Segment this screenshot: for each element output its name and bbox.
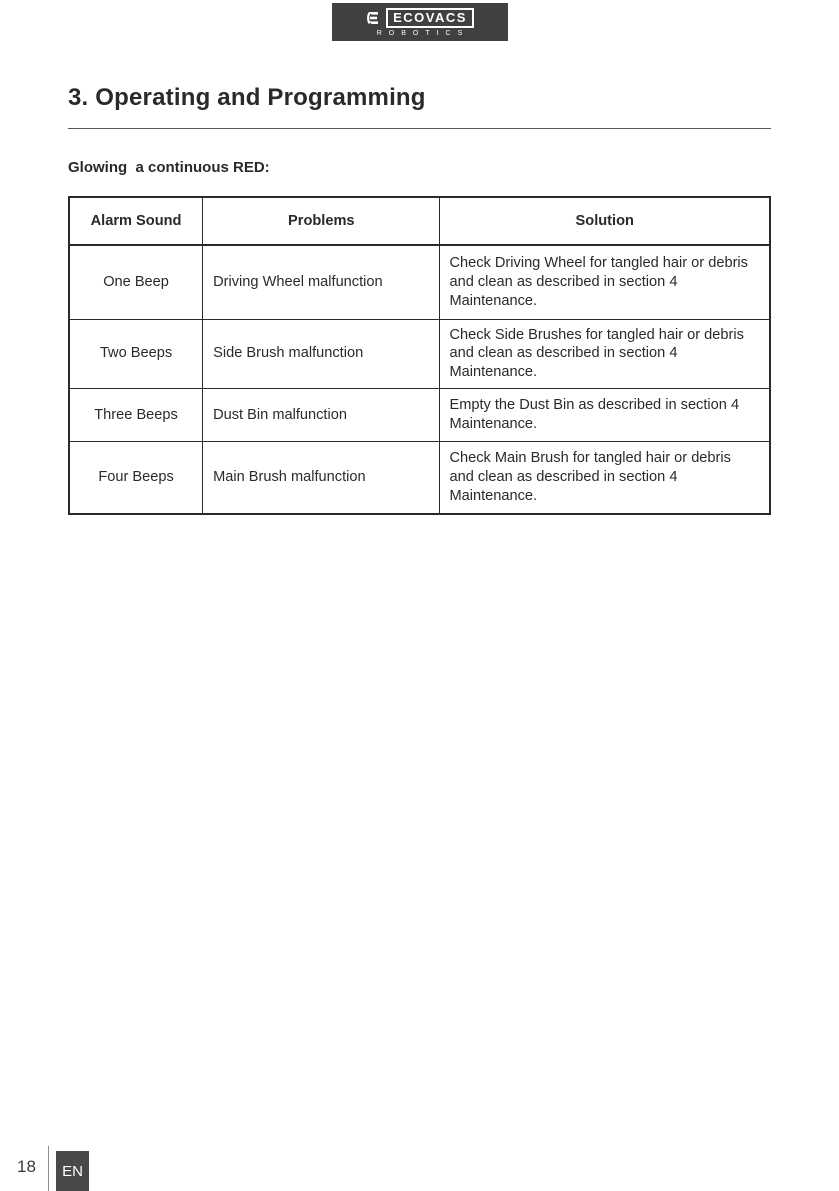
table-row xyxy=(69,442,770,514)
brand-name: ECOVACS xyxy=(386,8,474,28)
intro-text: Glowing a continuous RED: xyxy=(68,159,270,176)
table-row xyxy=(69,245,770,319)
cell-solution: Check Main Brush for tangled hair or debris and clean as described in section 4 Maintenance. xyxy=(440,442,770,514)
cell-problem: Driving Wheel malfunction xyxy=(203,245,440,319)
logo xyxy=(0,3,839,41)
page-number: 18 xyxy=(17,1157,36,1176)
cell-alarm: Two Beeps xyxy=(69,319,203,389)
cell-problem: Dust Bin malfunction xyxy=(203,389,440,442)
brand-subtitle: ROBOTICS xyxy=(376,29,470,37)
table-row xyxy=(69,389,770,442)
cell-solution: Check Side Brushes for tangled hair or debris and clean as described in section 4 Maintenance. xyxy=(440,319,770,389)
col-header-solution: Solution xyxy=(440,197,770,245)
cell-alarm: Four Beeps xyxy=(69,442,203,514)
language-badge: EN xyxy=(56,1151,89,1191)
cell-alarm: Three Beeps xyxy=(69,389,203,442)
section-heading: 3. Operating and Programming xyxy=(68,84,426,111)
table-header-row xyxy=(69,197,770,245)
footer-divider xyxy=(48,1146,49,1191)
cell-solution: Empty the Dust Bin as described in section 4 Maintenance. xyxy=(440,389,770,442)
cell-solution: Check Driving Wheel for tangled hair or debris and clean as described in section 4 Maintenance. xyxy=(440,245,770,319)
col-header-alarm-sound: Alarm Sound xyxy=(69,197,203,245)
alarm-table xyxy=(68,196,771,515)
table-row xyxy=(69,319,770,389)
cell-problem: Main Brush malfunction xyxy=(203,442,440,514)
ecovacs-logo xyxy=(332,3,508,41)
heading-divider xyxy=(68,128,771,129)
ecovacs-logo-icon xyxy=(365,10,381,26)
cell-problem: Side Brush malfunction xyxy=(203,319,440,389)
col-header-problems: Problems xyxy=(203,197,440,245)
cell-alarm: One Beep xyxy=(69,245,203,319)
